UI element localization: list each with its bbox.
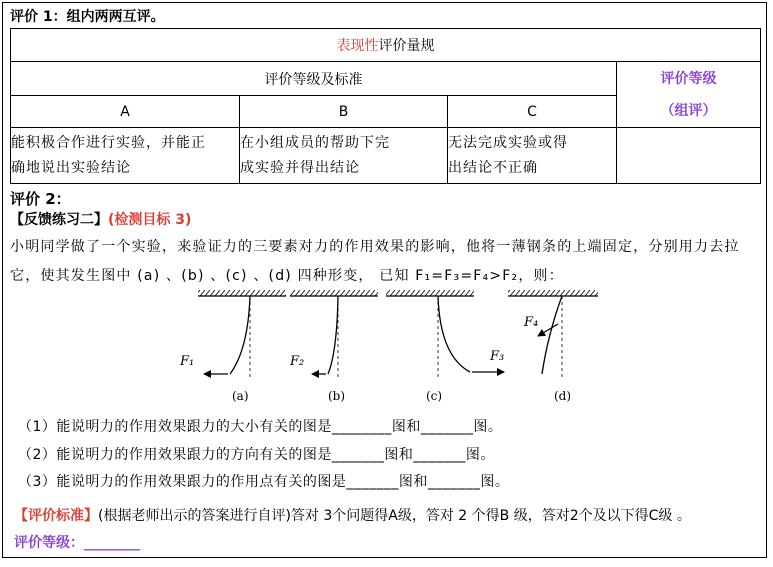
eval2-heading: 评价 2： [10, 190, 71, 208]
rubric-table [10, 28, 761, 184]
desc-c [448, 128, 617, 184]
deformation-figure [170, 290, 610, 408]
standard-line [14, 505, 691, 525]
rubric-title-red: 表现性 [336, 38, 379, 54]
level-c: C [448, 96, 617, 128]
grade-header-line1: 评价等级 [660, 70, 717, 87]
strip-c [438, 296, 470, 372]
standard-label: 【评价标准】 [14, 508, 98, 524]
caption-d: (d) [554, 389, 572, 403]
grade-header-line2: （组评） [660, 102, 717, 119]
label-f4: F₄ [524, 315, 539, 330]
desc-c-line1: 无法完成实验或得 [448, 134, 568, 151]
ceiling-b [290, 290, 378, 296]
desc-b-line2: 成实验并得出结论 [240, 159, 360, 176]
problem-paragraph: 小明同学做了一个实验，来验证力的三要素对力的作用效果的影响，他将一薄钢条的上端固定，分别用力去拉它，使其发生图中 (a) 、(b) 、(c) 、(d) 四种形变， 已知 F₁=F₃=F₄>F₂，则： [10, 239, 740, 284]
figure-c [386, 290, 504, 403]
strip-a [230, 296, 250, 374]
question-1: （1）能说明力的作用效果跟力的大小有关的图是________图和_______图。 [18, 419, 503, 435]
rubric-title-rest: 评价量规 [378, 38, 435, 54]
strip-d [542, 296, 562, 374]
grade-cell[interactable] [617, 128, 761, 184]
ceiling-d [508, 290, 598, 296]
strip-b [328, 296, 338, 374]
desc-b [240, 128, 448, 184]
grade-label[interactable]: 评价等级：________ [14, 535, 140, 551]
label-f1: F₁ [180, 354, 195, 369]
figure-a [179, 290, 286, 403]
desc-a-line1: 能积极合作进行实验，并能正 [11, 134, 206, 151]
figure-d [508, 290, 598, 403]
caption-b: (b) [328, 389, 346, 403]
level-b: B [240, 96, 448, 128]
desc-c-line2: 出结论不正确 [448, 159, 538, 176]
level-a: A [11, 96, 240, 128]
exercise-title: 【反馈练习二】 [10, 212, 108, 228]
desc-a [11, 128, 240, 184]
label-f3: F₃ [490, 349, 505, 364]
caption-c: (c) [426, 389, 443, 403]
criteria-header: 评价等级及标准 [11, 62, 617, 96]
ceiling-a [198, 290, 286, 296]
desc-b-line1: 在小组成员的帮助下完 [240, 134, 390, 151]
question-3: （3）能说明力的作用效果跟力的作用点有关的图是_______图和_______图。 [18, 474, 510, 490]
exercise-target: (检测目标 3) [108, 212, 192, 228]
desc-a-line2: 确地说出实验结论 [11, 159, 131, 176]
rubric-title [11, 29, 761, 62]
grade-header [617, 62, 761, 128]
standard-text: (根据老师出示的答案进行自评)答对 3个问题得A级，答对 2 个得B 级，答对2个及以下得C级 。 [98, 508, 691, 524]
label-f2: F₂ [290, 354, 305, 369]
figure-b [289, 290, 378, 403]
eval1-heading: 评价 1：组内两两互评。 [10, 9, 165, 25]
ceiling-c [386, 290, 474, 296]
arrow-f4 [538, 324, 558, 336]
exercise-title-line [10, 209, 191, 229]
question-2: （2）能说明力的作用效果跟力的方向有关的图是_______图和_______图。 [18, 447, 495, 463]
caption-a: (a) [232, 389, 249, 403]
